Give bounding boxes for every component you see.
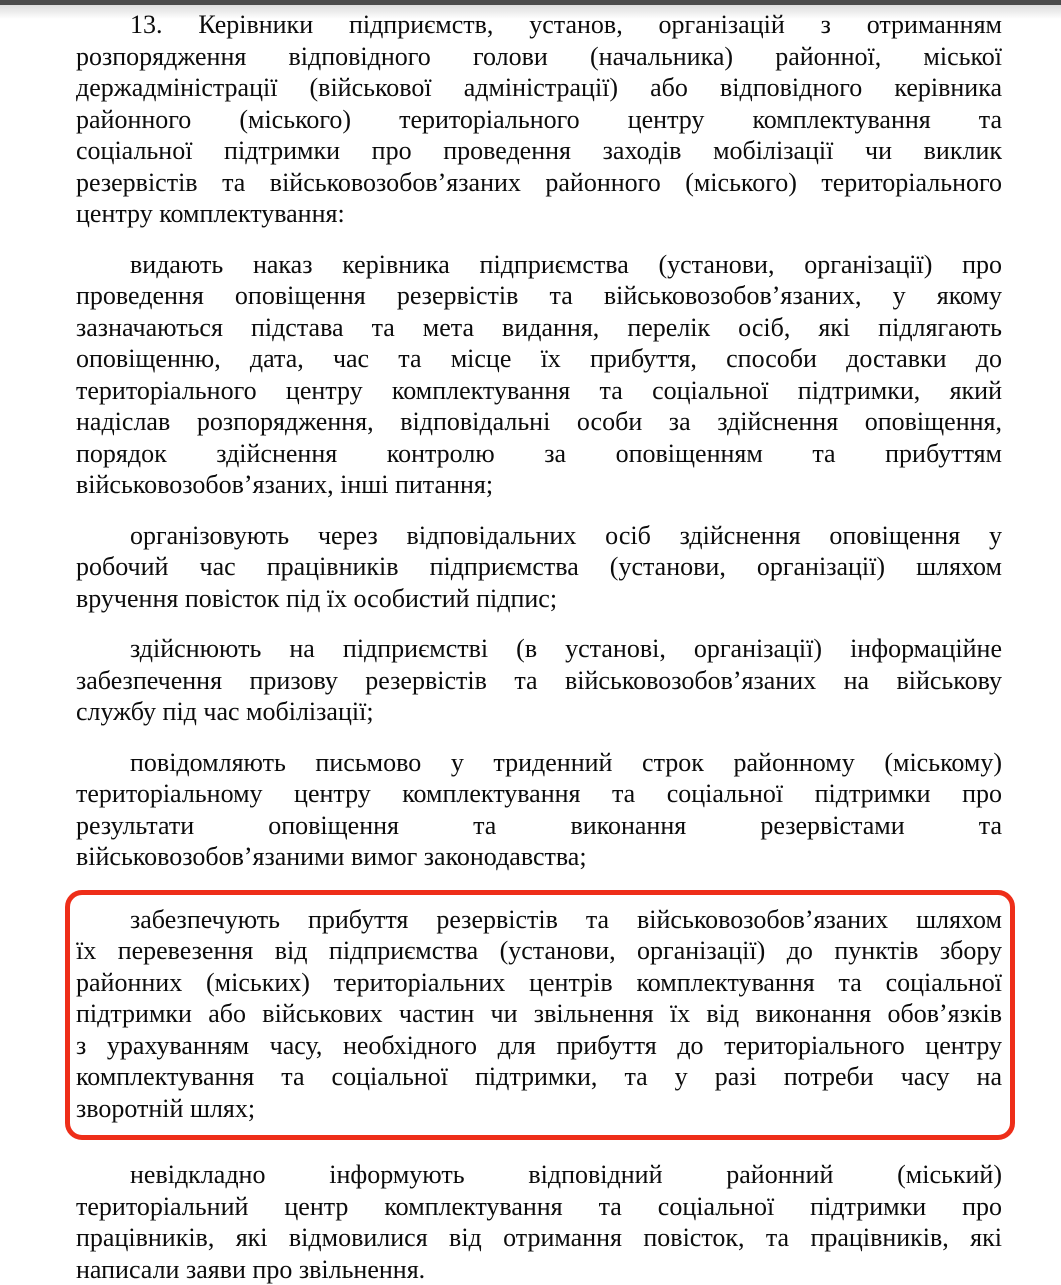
text-line: оповіщенню, дата, час та місце їх прибуття, способи доставки до xyxy=(76,343,1002,375)
text-line: написали заяви про звільнення. xyxy=(76,1254,1002,1285)
text-line: службу під час мобілізації; xyxy=(76,696,1002,728)
text-line: працівників, які відмовилися від отримання повісток, та працівників, які xyxy=(76,1222,1002,1254)
text-line: надіслав розпорядження, відповідальні особи за здійснення оповіщення, xyxy=(76,406,1002,438)
text-line: порядок здійснення контролю за оповіщенням та прибуттям xyxy=(76,438,1002,470)
text-line: результати оповіщення та виконання резервістами та xyxy=(76,810,1002,842)
text-line: з урахуванням часу, необхідного для прибуття до територіального центру xyxy=(76,1030,1002,1062)
text-line: підтримки або військових частин чи звільнення їх від виконання обов’язків xyxy=(76,998,1002,1030)
text-line: здійснюють на підприємстві (в установі, організації) інформаційне xyxy=(76,633,1002,665)
text-line: резервістів та військовозобов’язаних районного (міського) територіального xyxy=(76,167,1002,199)
highlight-box xyxy=(65,890,1015,1141)
paragraph xyxy=(76,9,1002,230)
text-line: проведення оповіщення резервістів та військовозобов’язаних, у якому xyxy=(76,280,1002,312)
paragraph xyxy=(76,249,1002,501)
text-line: робочий час працівників підприємства (установи, організації) шляхом xyxy=(76,551,1002,583)
text-line: забезпечення призову резервістів та військовозобов’язаних на військову xyxy=(76,665,1002,697)
text-line: центру комплектування: xyxy=(76,198,1002,230)
text-line: 13. Керівники підприємств, установ, організацій з отриманням xyxy=(76,9,1002,41)
paragraph xyxy=(76,904,1002,1125)
text-line: повідомляють письмово у триденний строк районному (міському) xyxy=(76,747,1002,779)
text-line: невідкладно інформують відповідний районний (міський) xyxy=(76,1159,1002,1191)
text-line: їх перевезення від підприємства (установи, організації) до пунктів збору xyxy=(76,935,1002,967)
text-line: зазначаються підстава та мета видання, перелік осіб, які підлягають xyxy=(76,312,1002,344)
text-line: соціальної підтримки про проведення заходів мобілізації чи виклик xyxy=(76,135,1002,167)
text-line: забезпечують прибуття резервістів та військовозобов’язаних шляхом xyxy=(76,904,1002,936)
paragraph xyxy=(76,520,1002,615)
text-line: видають наказ керівника підприємства (установи, організації) про xyxy=(76,249,1002,281)
paragraph xyxy=(76,633,1002,728)
paragraph xyxy=(76,1159,1002,1285)
text-line: держадміністрації (військової адміністрації) або відповідного керівника xyxy=(76,72,1002,104)
text-line: зворотній шлях; xyxy=(76,1093,1002,1125)
text-line: комплектування та соціальної підтримки, та у разі потреби часу на xyxy=(76,1061,1002,1093)
text-line: вручення повісток під їх особистий підпис; xyxy=(76,583,1002,615)
text-line: територіального центру комплектування та соціальної підтримки, який xyxy=(76,375,1002,407)
text-line: організовують через відповідальних осіб здійснення оповіщення у xyxy=(76,520,1002,552)
text-line: територіальному центру комплектування та соціальної підтримки про xyxy=(76,778,1002,810)
text-line: військовозобов’язаними вимог законодавства; xyxy=(76,841,1002,873)
text-line: військовозобов’язаних, інші питання; xyxy=(76,469,1002,501)
text-line: районних (міських) територіальних центрів комплектування та соціальної xyxy=(76,967,1002,999)
text-line: розпорядження відповідного голови (начальника) районної, міської xyxy=(76,41,1002,73)
text-line: територіальний центр комплектування та соціальної підтримки про xyxy=(76,1191,1002,1223)
text-line: районного (міського) територіального центру комплектування та xyxy=(76,104,1002,136)
paragraph xyxy=(76,747,1002,873)
document-text xyxy=(76,9,1002,1285)
